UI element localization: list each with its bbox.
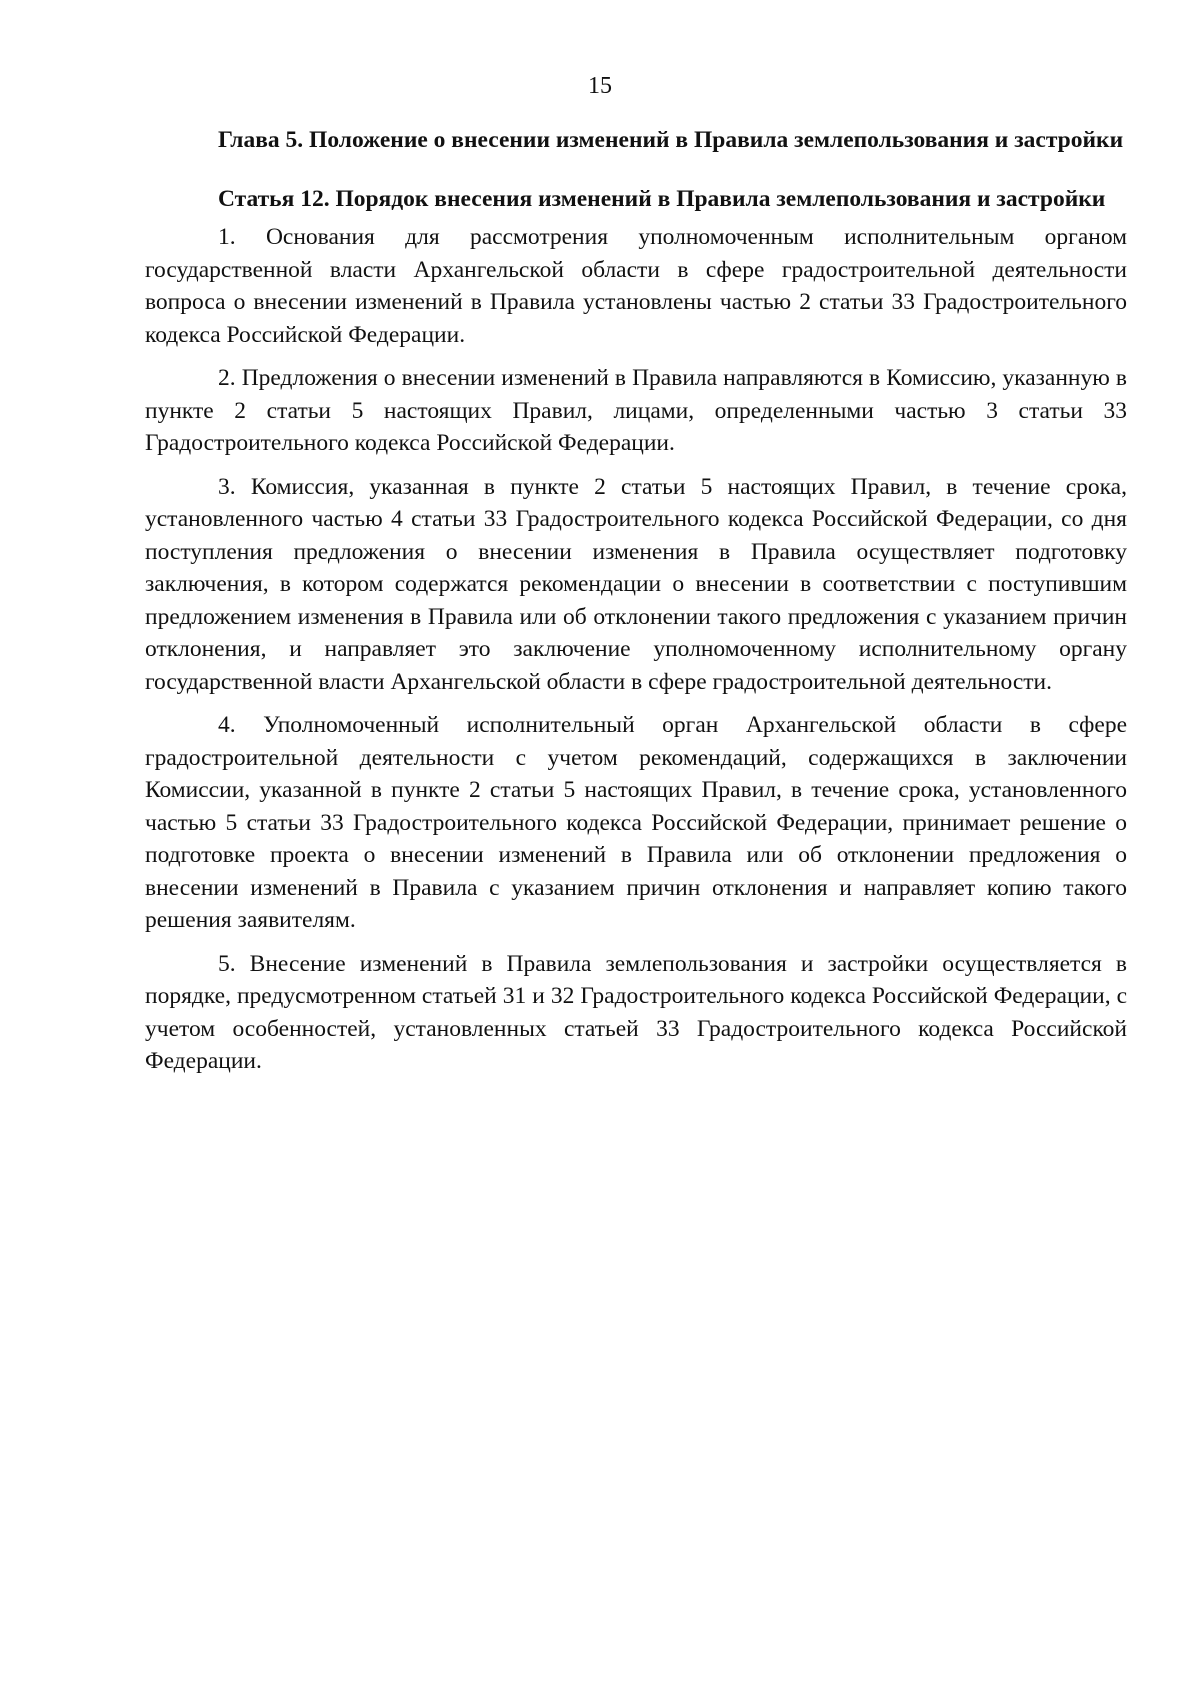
document-body [145, 124, 1127, 1089]
paragraph-3: 3. Комиссия, указанная в пункте 2 статьи 5 настоящих Правил, в течение срока, установленного частью 4 статьи 33 Градостроительного кодекса Российской Федерации, со дня поступления предложения о внесении изменения в Правила осуществляет подготовку заключения, в котором содержатся рекомендации о внесении в соответствии с поступившим предложением изменения в Правила или об отклонении такого предложения с указанием причин отклонения, и направляет это заключение уполномоченному исполнительному органу государственной власти Архангельской области в сфере градостроительной деятельности. [145, 473, 1127, 695]
chapter-title: Глава 5. Положение о внесении изменений в Правила землепользования и застройки [218, 127, 1124, 153]
paragraph-5: 5. Внесение изменений в Правила землепользования и застройки осуществляется в порядке, предусмотренном статьей 31 и 32 Градостроительного кодекса Российской Федерации, с учетом особенностей, установленных статьей 33 Градостроительного кодекса Российской Федерации. [145, 950, 1127, 1074]
paragraph-1: 1. Основания для рассмотрения уполномоченным исполнительным органом государственной власти Архангельской области в сфере градостроительной деятельности вопроса о внесении изменений в Правила установлены частью 2 статьи 33 Градостроительного кодекса Российской Федерации. [145, 224, 1127, 348]
paragraph-2: 2. Предложения о внесении изменений в Правила направляются в Комиссию, указанную в пункте 2 статьи 5 настоящих Правил, лицами, определенными частью 3 статьи 33 Градостроительного кодекса Российской Федерации. [145, 365, 1127, 456]
page-number: 15 [588, 73, 612, 99]
article-title: Статья 12. Порядок внесения изменений в Правила землепользования и застройки [218, 185, 1106, 212]
paragraph-4: 4. Уполномоченный исполнительный орган Архангельской области в сфере градостроительной деятельности с учетом рекомендаций, содержащихся в заключении Комиссии, указанной в пункте 2 статьи 5 настоящих Правил, в течение срока, установленного частью 5 статьи 33 Градостроительного кодекса Российской Федерации, принимает решение о подготовке проекта о внесении изменений в Правила или об отклонении предложения о внесении изменений в Правила с указанием причин отклонения и направляет копию такого решения заявителям. [145, 712, 1127, 933]
